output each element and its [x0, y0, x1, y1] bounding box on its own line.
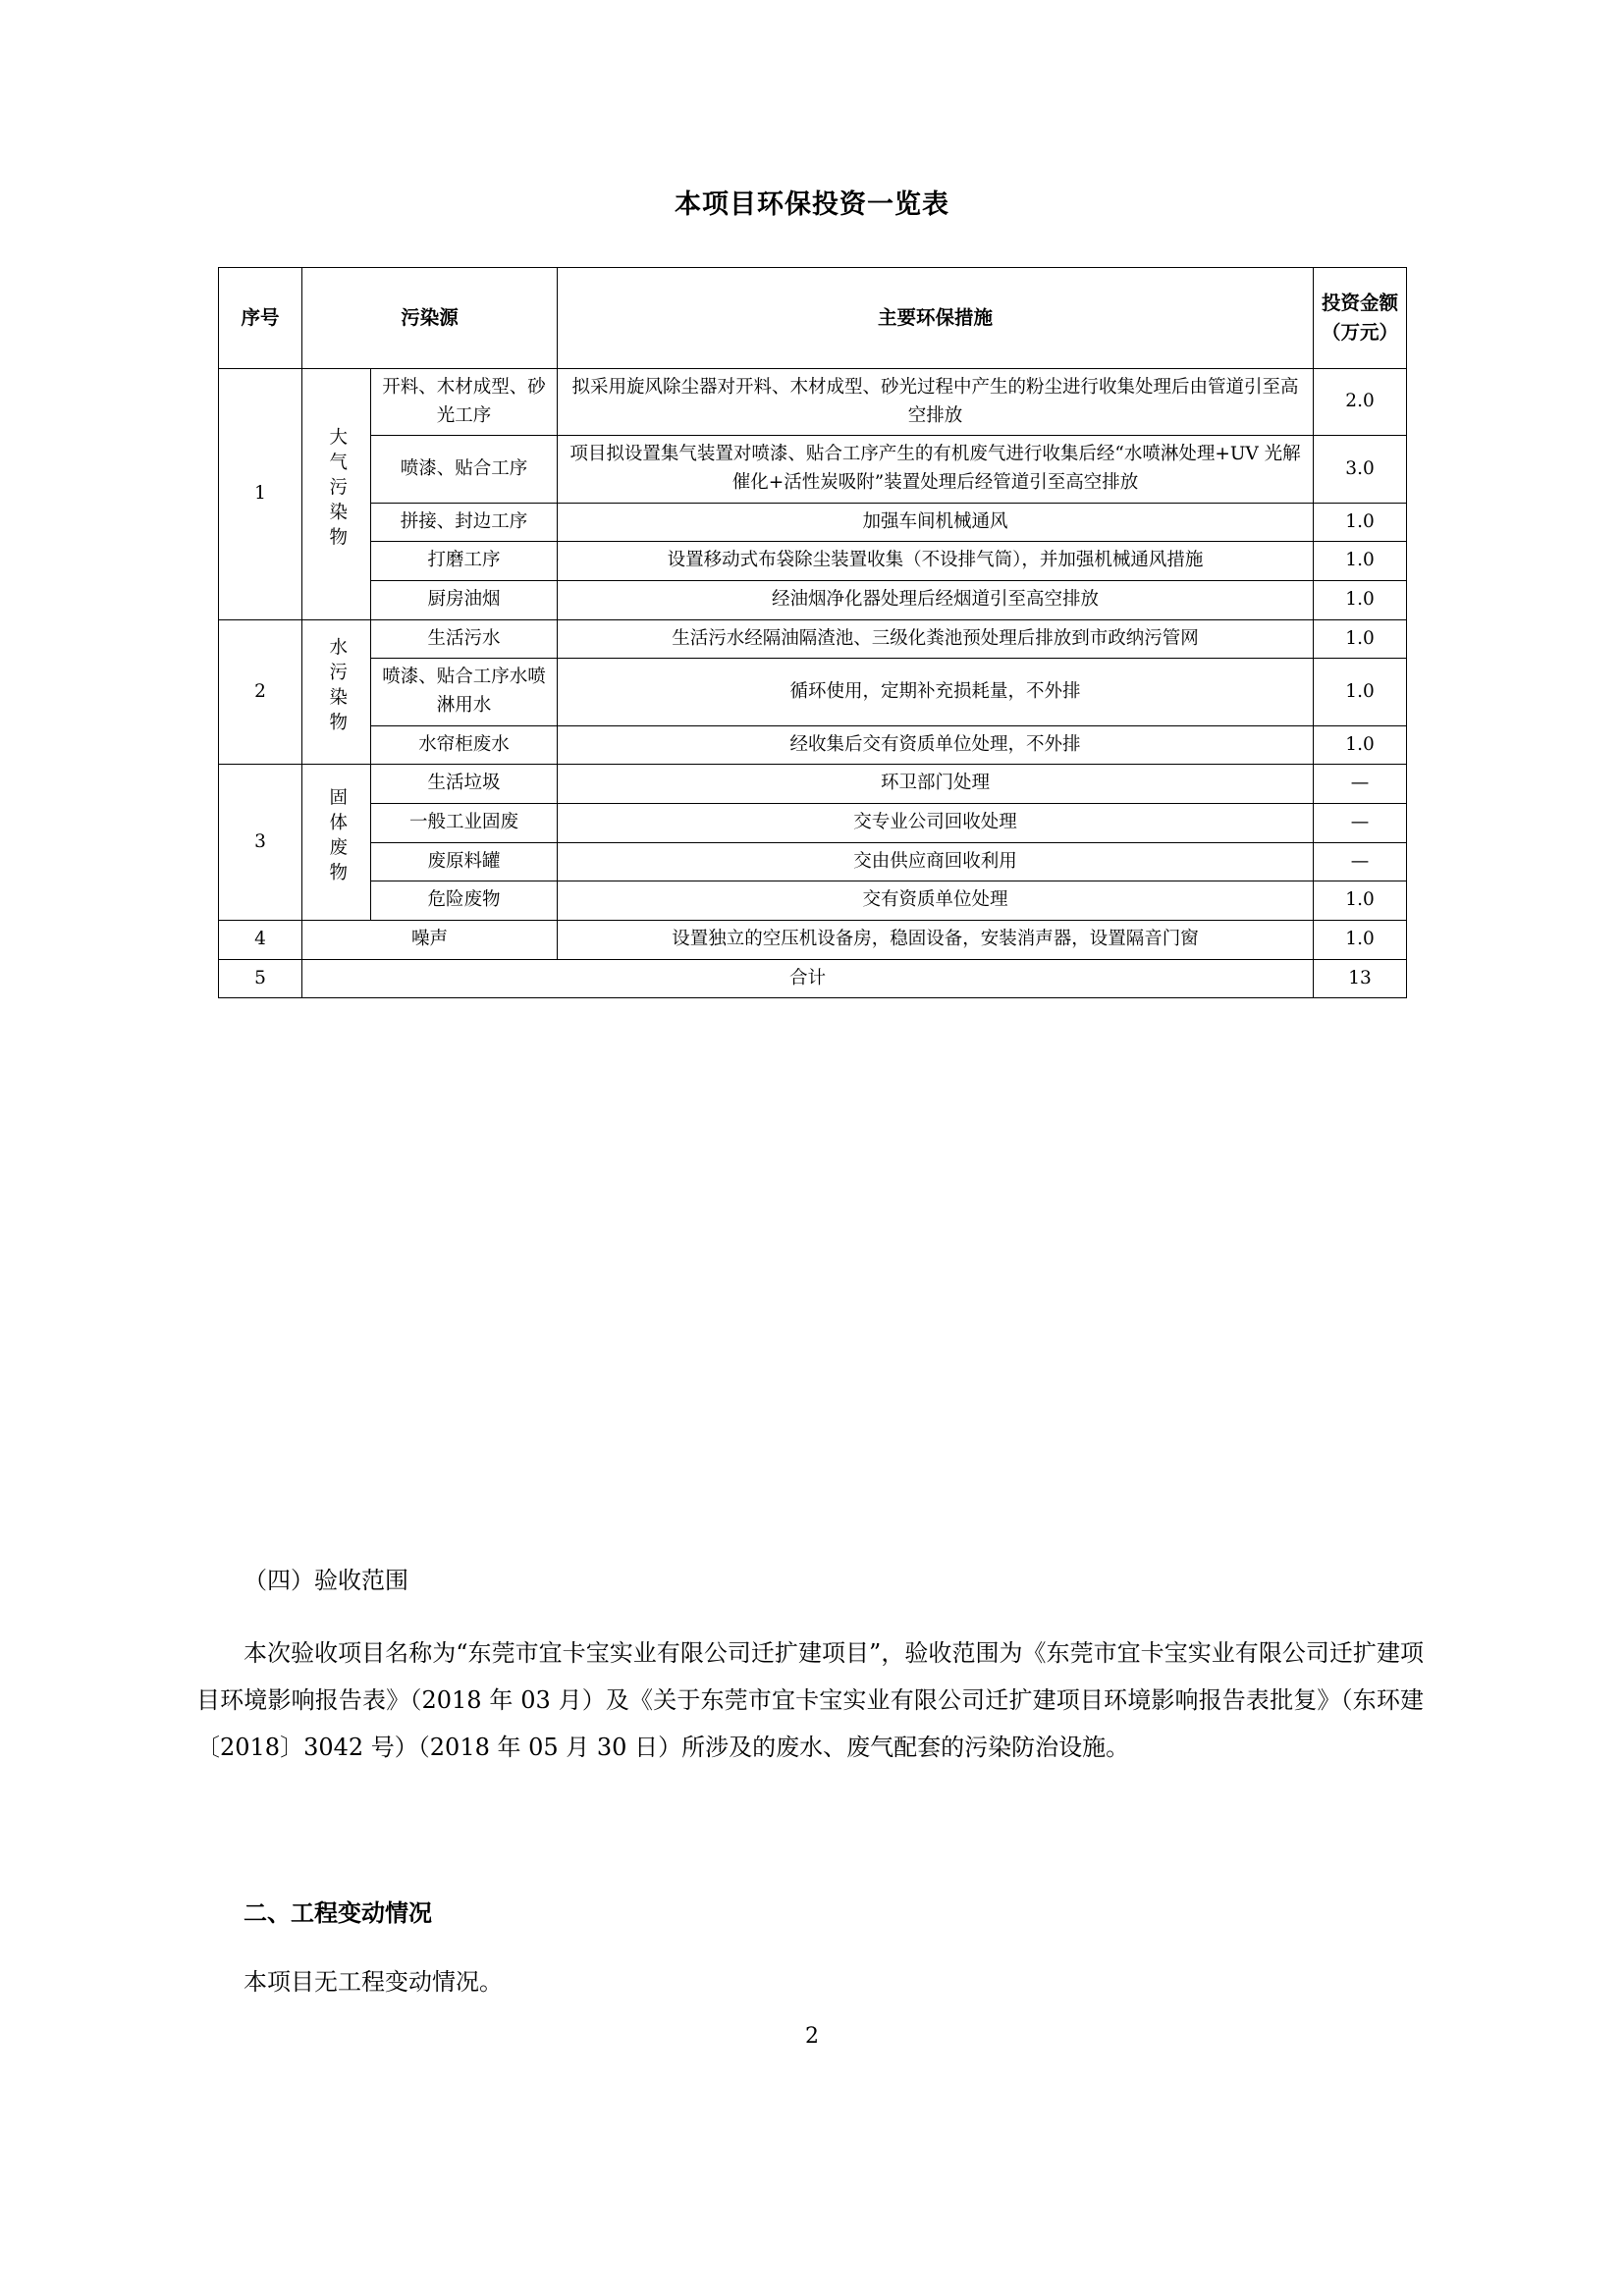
cell-amount: 1.0 [1314, 881, 1407, 921]
cell-source: 废原料罐 [371, 842, 558, 881]
cell-amount: 1.0 [1314, 619, 1407, 659]
cell-amount: — [1314, 765, 1407, 804]
table-row [219, 581, 1407, 620]
cell-category [302, 369, 371, 620]
section-heading-scope: （四）验收范围 [244, 1567, 408, 1594]
cell-measure: 拟采用旋风除尘器对开料、木材成型、砂光过程中产生的粉尘进行收集处理后由管道引至高空排放 [558, 369, 1314, 436]
cell-source: 打磨工序 [371, 542, 558, 581]
cell-measure: 项目拟设置集气装置对喷漆、贴合工序产生的有机废气进行收集后经“水喷淋处理+UV 光解催化+活性炭吸附”装置处理后经管道引至高空排放 [558, 436, 1314, 503]
cell-seq: 3 [219, 765, 302, 921]
cell-measure: 设置独立的空压机设备房，稳固设备，安装消声器，设置隔音门窗 [558, 921, 1314, 960]
cell-category [302, 765, 371, 921]
cell-measure: 设置移动式布袋除尘装置收集（不设排气筒），并加强机械通风措施 [558, 542, 1314, 581]
cell-measure: 生活污水经隔油隔渣池、三级化粪池预处理后排放到市政纳污管网 [558, 619, 1314, 659]
cell-source: 喷漆、贴合工序 [371, 436, 558, 503]
cell-seq: 2 [219, 619, 302, 765]
table-row [219, 842, 1407, 881]
table-row [219, 765, 1407, 804]
table-row [219, 881, 1407, 921]
cell-amount: — [1314, 842, 1407, 881]
table-body [219, 369, 1407, 998]
header-measures: 主要环保措施 [558, 268, 1314, 369]
cell-seq: 5 [219, 959, 302, 998]
cell-measure: 环卫部门处理 [558, 765, 1314, 804]
table-row-total [219, 959, 1407, 998]
cell-source: 生活污水 [371, 619, 558, 659]
cell-source: 拼接、封边工序 [371, 503, 558, 542]
cell-seq: 4 [219, 921, 302, 960]
cell-amount: 1.0 [1314, 581, 1407, 620]
cell-amount: 1.0 [1314, 542, 1407, 581]
cell-source: 水帘柜废水 [371, 725, 558, 765]
cell-measure: 交由供应商回收利用 [558, 842, 1314, 881]
cell-seq: 1 [219, 369, 302, 620]
table-row [219, 503, 1407, 542]
cell-category [302, 619, 371, 765]
cell-amount: 1.0 [1314, 503, 1407, 542]
cell-measure: 交专业公司回收处理 [558, 804, 1314, 843]
environmental-investment-table [218, 267, 1407, 998]
cell-measure: 循环使用，定期补充损耗量，不外排 [558, 659, 1314, 725]
cell-amount: 3.0 [1314, 436, 1407, 503]
header-seq: 序号 [219, 268, 302, 369]
paragraph-change: 本项目无工程变动情况。 [244, 1968, 503, 1996]
table-row [219, 619, 1407, 659]
cell-measure: 交有资质单位处理 [558, 881, 1314, 921]
category-label-vertical: 水污染物 [326, 637, 348, 738]
header-source: 污染源 [302, 268, 558, 369]
page-number: 2 [805, 2024, 819, 2049]
cell-measure: 经油烟净化器处理后经烟道引至高空排放 [558, 581, 1314, 620]
cell-amount: 1.0 [1314, 659, 1407, 725]
cell-source: 噪声 [302, 921, 558, 960]
table-header-row [219, 268, 1407, 369]
cell-amount: — [1314, 804, 1407, 843]
table-row [219, 369, 1407, 436]
cell-measure: 经收集后交有资质单位处理，不外排 [558, 725, 1314, 765]
table-row [219, 659, 1407, 725]
cell-source: 喷漆、贴合工序水喷淋用水 [371, 659, 558, 725]
table-row [219, 436, 1407, 503]
cell-total-label: 合计 [302, 959, 1314, 998]
cell-amount: 2.0 [1314, 369, 1407, 436]
section-heading-change: 二、工程变动情况 [244, 1898, 432, 1927]
cell-source: 厨房油烟 [371, 581, 558, 620]
table-row [219, 725, 1407, 765]
cell-amount: 1.0 [1314, 725, 1407, 765]
table-row [219, 542, 1407, 581]
table-row [219, 921, 1407, 960]
cell-source: 开料、木材成型、砂光工序 [371, 369, 558, 436]
table-row [219, 804, 1407, 843]
table-header [219, 268, 1407, 369]
cell-total-amount: 13 [1314, 959, 1407, 998]
cell-source: 生活垃圾 [371, 765, 558, 804]
cell-source: 危险废物 [371, 881, 558, 921]
cell-measure: 加强车间机械通风 [558, 503, 1314, 542]
page-title: 本项目环保投资一览表 [675, 189, 949, 220]
category-label-vertical: 固体废物 [326, 787, 348, 888]
cell-source: 一般工业固废 [371, 804, 558, 843]
category-label-vertical: 大气污染物 [326, 426, 348, 553]
cell-amount: 1.0 [1314, 921, 1407, 960]
header-amount: 投资金额（万元） [1314, 268, 1407, 369]
paragraph-scope: 本次验收项目名称为“东莞市宜卡宝实业有限公司迁扩建项目”，验收范围为《东莞市宜卡宝实业有限公司迁扩建项目环境影响报告表》（2018 年 03 月）及《关于东莞市宜卡宝实业有限公司迁扩建项目环境影响报告表批复》（东环建〔2018〕3042 号）（2018 年 05 月 30 日）所涉及的废水、废气配套的污染防治设施。 [196, 1639, 1424, 1761]
